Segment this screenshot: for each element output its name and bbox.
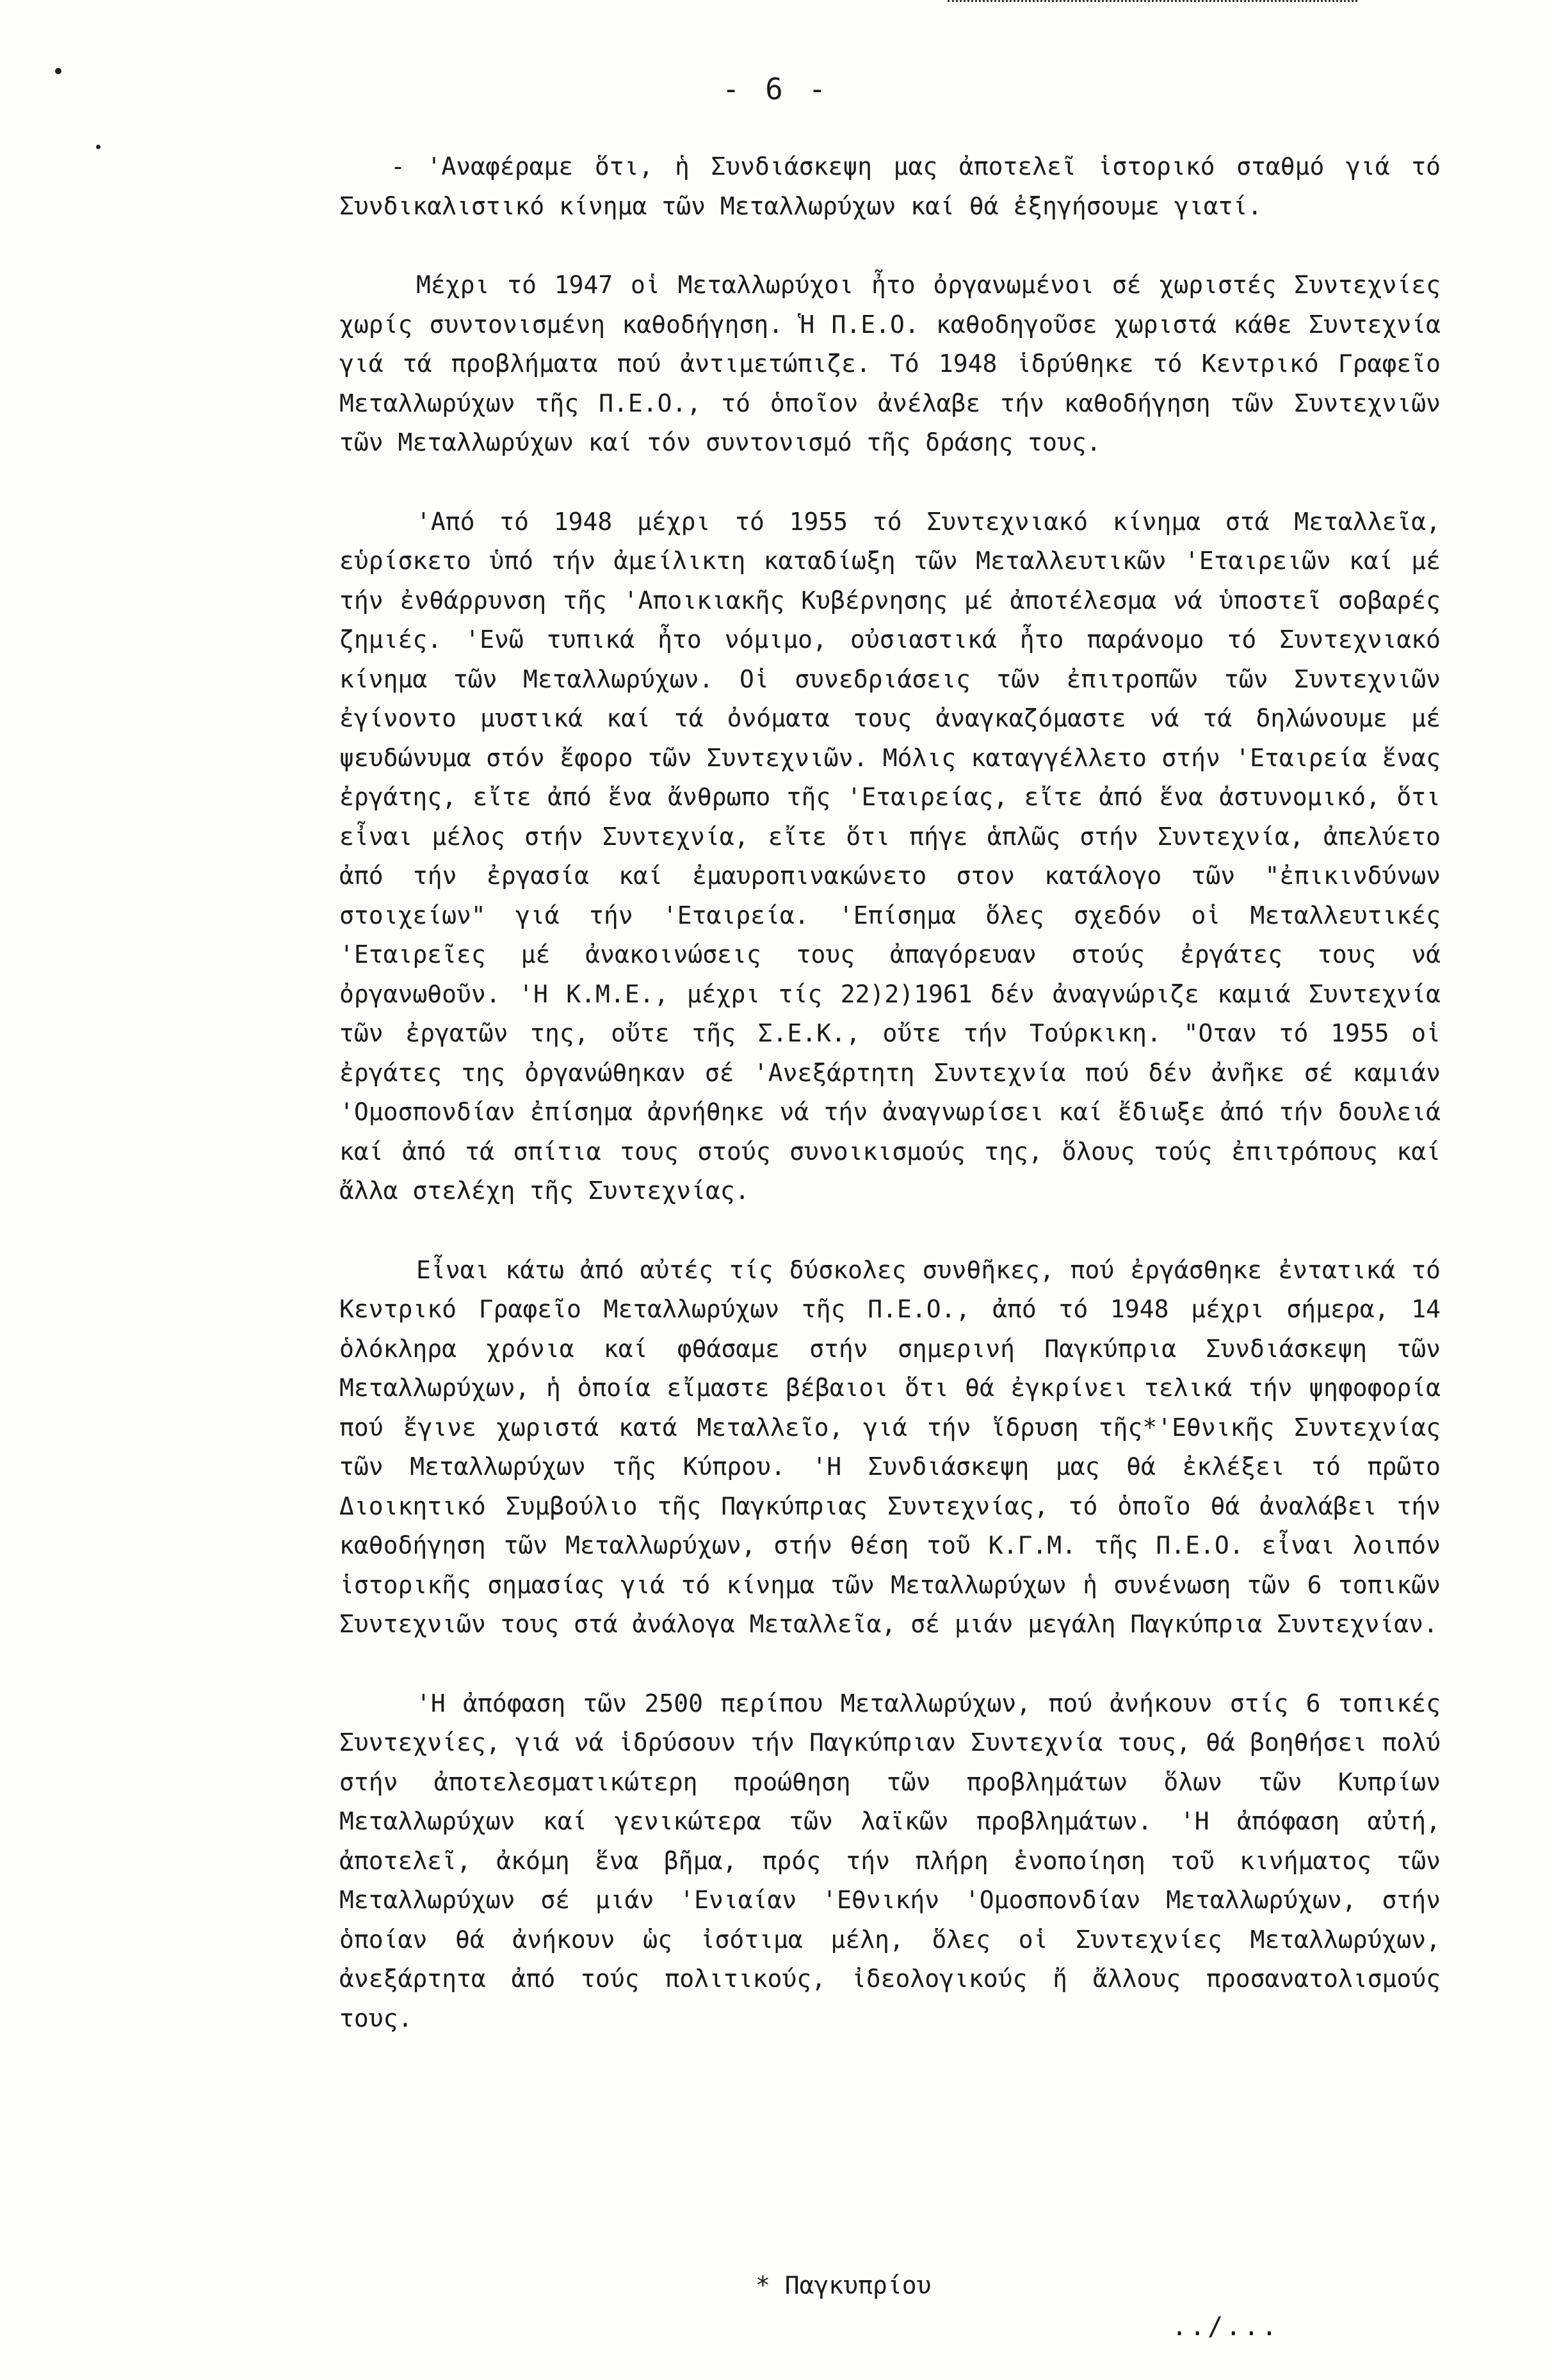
scan-dot: [96, 145, 101, 149]
paragraph-1948-1955: 'Από τό 1948 μέχρι τό 1955 τό Συντεχνιακό κίνημα στά Μεταλλεῖα, εὑρίσκετο ὑπό τήν ἀμείλικτη καταδίωξη τῶν Μεταλλευτικῶν 'Εταιρειῶν καί μέ τήν ἐνθάρρυνση τῆς 'Αποικιακῆς Κυβέρνησης μέ ἀποτέλεσμα νά ὑποστεῖ σοβαρές ζημιές. 'Ενῶ τυπικά ἦτο νόμιμο, οὐσιαστικά ἦτο παράνομο τό Συντεχνιακό κίνημα τῶν Μεταλλωρύχων. Οἱ συνεδριάσεις τῶν ἐπιτροπῶν τῶν Συντεχνιῶν ἐγίνοντο μυστικά καί τά ὀνόματα τους ἀναγκαζόμαστε νά τά δηλώνουμε μέ ψευδώνυμα στόν ἔφορο τῶν Συντεχνιῶν. Μόλις καταγγέλλετο στήν 'Εταιρεία ἕνας ἐργάτης, εἴτε ἀπό ἕνα ἄνθρωπο τῆς 'Εταιρείας, εἴτε ἀπό ἕνα ἀστυνομικό, ὅτι εἶναι μέλος στήν Συντεχνία, εἴτε ὅτι πήγε ἁπλῶς στήν Συντεχνία, ἀπελύετο ἀπό τήν ἐργασία καί ἐμαυροπινακώνετο στον κατάλογο τῶν "ἐπικινδύνων στοιχείων" γιά τήν 'Εταιρεία. 'Επίσημα ὅλες σχεδόν οἱ Μεταλλευτικές 'Εταιρεῖες μέ ἀνακοινώσεις τους ἀπαγόρευαν στούς ἐργάτες τους νά ὀργανωθοῦν. 'Η Κ.Μ.Ε., μέχρι τίς 22)2)1961 δέν ἀναγνώριζε καμιά Συντεχνία τῶν ἐργατῶν της, οὔτε τῆς Σ.Ε.Κ., οὔτε τήν Τούρκικη. "Οταν τό 1955 οἱ ἐργάτες της ὀργανώθηκαν σέ 'Ανεξάρτητη Συντεχνία πού δέν ἀνῆκε σέ καμιάν 'Ομοσπονδίαν ἐπίσημα ἀρνήθηκε νά τήν ἀναγνωρίσει καί ἔδιωξε ἀπό τήν δουλειά καί ἀπό τά σπίτια τους στούς συνοικισμούς της, ὅλους τούς ἐπιτρόπους καί ἄλλα στελέχη τῆς Συντεχνίας.: [339, 507, 1441, 1205]
paragraph-1947: Μέχρι τό 1947 οἱ Μεταλλωρύχοι ἦτο ὀργανωμένοι σέ χωριστές Συντεχνίες χωρίς συντονισμένη καθοδήγηση. Ἡ Π.Ε.Ο. καθοδηγοῦσε χωριστά κάθε Συντεχνία γιά τά προβλήματα πού ἀντιμετώπιζε. Τό 1948 ἱδρύθηκε τό Κεντρικό Γραφεῖο Μεταλλωρύχων τῆς Π.Ε.Ο., τό ὁποῖον ἀνέλαβε τήν καθοδήγηση τῶν Συντεχνιῶν τῶν Μεταλλωρύχων καί τόν συντονισμό τῆς δράσης τους.: [339, 271, 1441, 456]
paragraph-intro: - 'Αναφέραμε ὅτι, ἡ Συνδιάσκεψη μας ἀποτελεῖ ἱστορικό σταθμό γιά τό Συνδικαλιστικό κίνημα τῶν Μεταλλωρύχων καί θά ἐξηγήσουμε γιατί.: [339, 152, 1441, 220]
paragraph-central-office: Εἶναι κάτω ἀπό αὐτές τίς δύσκολες συνθῆκες, πού ἐργάσθηκε ἐντατικά τό Κεντρικό Γραφεῖο Μεταλλωρύχων τῆς Π.Ε.Ο., ἀπό τό 1948 μέχρι σήμερα, 14 ὁλόκληρα χρόνια καί φθάσαμε στήν σημερινή Παγκύπρια Συνδιάσκεψη τῶν Μεταλλωρύχων, ἡ ὁποία εἴμαστε βέβαιοι ὅτι θά ἐγκρίνει τελικά τήν ψηφοφορία πού ἔγινε χωριστά κατά Μεταλλεῖο, γιά τήν ἵδρυση τῆς*'Εθνικῆς Συντεχνίας τῶν Μεταλλωρύχων τῆς Κύπρου. 'Η Συνδιάσκεψη μας θά ἐκλέξει τό πρῶτο Διοικητικό Συμβούλιο τῆς Παγκύπριας Συντεχνίας, τό ὁποῖο θά ἀναλάβει τήν καθοδήγηση τῶν Μεταλλωρύχων, στήν θέση τοῦ Κ.Γ.Μ. τῆς Π.Ε.Ο. εἶναι λοιπόν ἱστορικῆς σημασίας γιά τό κίνημα τῶν Μεταλλωρύχων ἡ συνένωση τῶν 6 τοπικῶν Συντεχνιῶν τους στά ἀνάλογα Μεταλλεῖα, σέ μιάν μεγάλη Παγκύπρια Συντεχνίαν.: [339, 1255, 1441, 1638]
continuation-marker: ../...: [1172, 2312, 1280, 2342]
page-number: - 6 -: [722, 72, 830, 106]
scan-artifact-top: [948, 0, 1357, 7]
document-body: [339, 147, 1441, 2038]
footnote: * Παγκυπρίου: [756, 2271, 932, 2299]
paragraph-decision: 'Η ἀπόφαση τῶν 2500 περίπου Μεταλλωρύχων, πού ἀνήκουν στίς 6 τοπικές Συντεχνίες, γιά νά ἱδρύσουν τήν Παγκύπριαν Συντεχνία τους, θά βοηθήσει πολύ στήν ἀποτελεσματικώτερη προώθηση τῶν προβλημάτων ὅλων τῶν Κυπρίων Μεταλλωρύχων καί γενικώτερα τῶν λαϊκῶν προβλημάτων. 'Η ἀπόφαση αὐτή, ἀποτελεῖ, ἀκόμη ἕνα βῆμα, πρός τήν πλήρη ἑνοποίηση τοῦ κινήματος τῶν Μεταλλωρύχων σέ μιάν 'Ενιαίαν 'Εθνικήν 'Ομοσπονδίαν Μεταλλωρύχων, στήν ὁποίαν θά ἀνήκουν ὡς ἰσότιμα μέλη, ὅλες οἱ Συντεχνίες Μεταλλωρύχων, ἀνεξάρτητα ἀπό τούς πολιτικούς, ἰδεολογικούς ἤ ἄλλους προσανατολισμούς τους.: [339, 1689, 1441, 2032]
